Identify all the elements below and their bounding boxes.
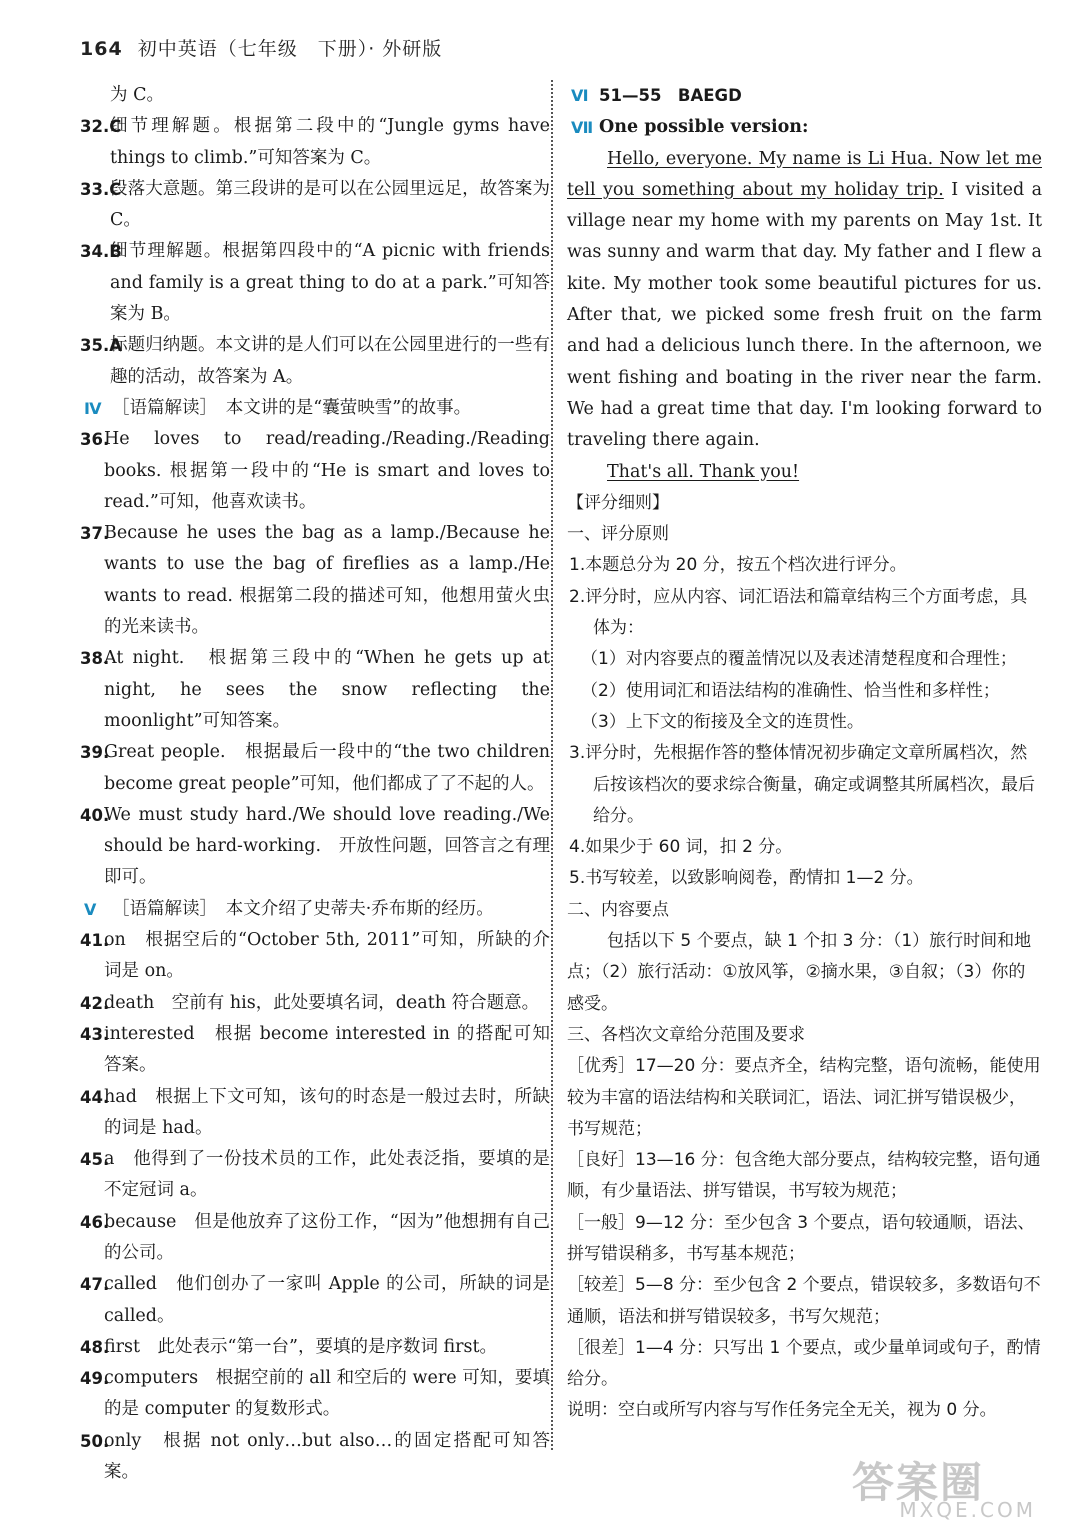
answer-explanation: Great people. 根据最后一段中的“the two children become great people”可知，他们都成了了不起的人。 xyxy=(104,742,550,794)
section-text: 51—55 BAEGD xyxy=(599,86,742,105)
answer-item xyxy=(80,1207,550,1270)
rubric-rule-2b: （2）使用词汇和语法结构的准确性、恰当性和多样性； xyxy=(581,680,1000,701)
answers-36-40 xyxy=(80,424,550,893)
watermark-text: 答案圈 xyxy=(852,1458,985,1507)
book-title: 初中英语（七年级 下册）· 外研版 xyxy=(137,38,443,60)
answer-number: 40. xyxy=(80,805,110,825)
answer-item xyxy=(80,111,550,174)
answer-explanation: interested 根据 become interested in 的搭配可知答案。 xyxy=(104,1023,550,1076)
answer-item xyxy=(80,1144,550,1207)
watermark-logo xyxy=(852,1450,1042,1522)
section-5-header xyxy=(80,894,550,925)
answer-item xyxy=(80,424,550,518)
page-header xyxy=(80,34,442,61)
answer-item xyxy=(80,737,550,800)
left-column xyxy=(80,80,550,1488)
answer-explanation: 细节理解题。根据第四段中的“A picnic with friends and family is a great thing to do at a park.”可知答案为 B。 xyxy=(110,241,550,325)
answer-item xyxy=(80,1082,550,1145)
answer-item xyxy=(80,1363,550,1426)
roman-numeral: Ⅵ xyxy=(571,86,589,105)
answer-number: 49. xyxy=(80,1369,110,1389)
answer-item xyxy=(80,643,550,737)
grade-good: ［良好］13—16 分：包含绝大部分要点，结构较完整，语句通顺，有少量语法、拼写错误，书写较为规范； xyxy=(567,1150,1041,1202)
rubric-rule-2: 2.评分时，应从内容、词汇语法和篇章结构三个方面考虑，具体为： xyxy=(569,586,1028,639)
answer-number: 38. xyxy=(80,649,110,669)
answer-explanation: At night. 根据第三段中的“When he gets up at night, he sees the snow reflecting the moonlight”可知答案。 xyxy=(104,648,550,731)
answer-explanation: death 空前有 his，此处要填名词，death 符合题意。 xyxy=(104,992,540,1013)
answer-item xyxy=(80,174,550,237)
answer-number: 48. xyxy=(80,1337,110,1357)
answer-explanation: Because he uses the bag as a lamp./Because he wants to use the bag of fireflies as a lamp./He wants to read. 根据第二段的描述可知，他想用萤火虫的光来读书。 xyxy=(104,523,550,638)
answer-explanation: 细节理解题。根据第二段中的“Jungle gyms have things to climb.”可知答案为 C。 xyxy=(110,116,550,168)
answer-explanation: a 他得到了一份技术员的工作，此处表泛指，要填的是不定冠词 a。 xyxy=(104,1149,550,1201)
answer-explanation: had 根据上下文可知，该句的时态是一般过去时，所缺的词是 had。 xyxy=(104,1086,550,1138)
rubric-heading-1: 一、评分原则 xyxy=(567,524,669,545)
answer-number: 50. xyxy=(80,1431,110,1451)
answer-item xyxy=(80,1269,550,1332)
rubric-rule-1: 1.本题总分为 20 分，按五个档次进行评分。 xyxy=(569,555,907,576)
answer-number: 36. xyxy=(80,430,110,450)
essay-ending-text: That's all. Thank you! xyxy=(607,461,800,482)
answer-explanation: called 他们创办了一家叫 Apple 的公司，所缺的词是 called。 xyxy=(104,1274,550,1326)
answer-number: 39. xyxy=(80,743,110,763)
answer-item xyxy=(80,330,550,393)
essay-underlined-opening: Hello, everyone. My name is Li Hua. Now let me tell you something about my holiday trip. xyxy=(567,148,1042,200)
answer-number: 46. xyxy=(80,1212,110,1232)
answer-number: 35.A xyxy=(80,336,122,356)
grade-very-poor: ［很差］1—4 分：只写出 1 个要点，或少量单词或句子，酌情给分。 xyxy=(567,1337,1041,1390)
answer-number: 34.B xyxy=(80,242,122,262)
answer-number: 44. xyxy=(80,1087,110,1107)
grade-poor: ［较差］5—8 分：至少包含 2 个要点，错误较多，多数语句不通顺，语法和拼写错误较多，书写欠规范； xyxy=(567,1275,1041,1327)
answer-number: 33.C xyxy=(80,179,122,199)
roman-numeral: Ⅳ xyxy=(84,398,102,418)
answer-explanation: We must study hard./We should love reading./We should be hard-working. 开放性问题，回答言之有理即可。 xyxy=(104,804,550,888)
rubric-rule-2a: （1）对内容要点的覆盖情况以及表述清楚程度和合理性； xyxy=(581,649,1017,670)
answer-item xyxy=(80,988,550,1019)
rubric-rule-4: 4.如果少于 60 词，扣 2 分。 xyxy=(569,837,793,858)
answer-number: 42. xyxy=(80,993,110,1013)
section-6-header xyxy=(567,80,1042,112)
sample-essay xyxy=(567,144,1042,457)
answers-32-35 xyxy=(80,111,550,393)
answer-number: 43. xyxy=(80,1024,110,1044)
answer-item xyxy=(80,1426,550,1489)
answer-explanation: computers 根据空前的 all 和空后的 were 可知，要填的是 computer 的复数形式。 xyxy=(104,1368,550,1420)
answer-explanation: 段落大意题。第三段讲的是可以在公园里远足，故答案为 C。 xyxy=(110,178,550,231)
continued-text: 为 C。 xyxy=(110,85,164,105)
roman-numeral: Ⅴ xyxy=(84,899,97,919)
answer-number: 47. xyxy=(80,1275,110,1295)
right-column xyxy=(567,80,1042,1427)
section-4-header xyxy=(80,393,550,424)
answer-item xyxy=(80,1332,550,1363)
grade-excellent: ［优秀］17—20 分：要点齐全，结构完整，语句流畅，能使用较为丰富的语法结构和关联词汇，语法、词汇拼写错误极少，书写规范； xyxy=(567,1056,1041,1139)
answer-item xyxy=(80,236,550,330)
answer-explanation: only 根据 not only…but also…的固定搭配可知答案。 xyxy=(104,1430,550,1483)
answer-item xyxy=(80,925,550,988)
answer-explanation: on 根据空后的“October 5th, 2011”可知，所缺的介词是 on。 xyxy=(104,930,550,982)
answers-41-50 xyxy=(80,925,550,1488)
essay-body: I visited a village near my home with my parents on May 1st. It was sunny and warm that day. My father and I flew a kite. My mother took some beautiful pictures for us. After that, we picked some fresh fruit on the farm and had a delicious lunch there. In the afternoon, we went fishing and boating in the river near the farm. We had a great time that day. I'm looking forward to traveling there again. xyxy=(567,179,1043,451)
section-text: ［语篇解读］ 本文讲的是“囊萤映雪”的故事。 xyxy=(112,397,472,418)
answer-number: 41. xyxy=(80,931,110,951)
rubric-rule-3: 3.评分时，先根据作答的整体情况初步确定文章所属档次，然后按该档次的要求综合衡量，确定或调整其所属档次，最后给分。 xyxy=(569,743,1035,826)
answer-item xyxy=(80,1019,550,1082)
answer-explanation: first 此处表示“第一台”，要填的是序数词 first。 xyxy=(104,1336,498,1357)
answer-number: 37. xyxy=(80,524,110,544)
section-text: One possible version: xyxy=(599,117,809,138)
answer-number: 32.C xyxy=(80,117,122,137)
roman-numeral: Ⅶ xyxy=(571,118,594,138)
answer-item xyxy=(80,518,550,643)
rubric-title: 【评分细则】 xyxy=(567,492,669,513)
rubric-note: 说明：空白或所写内容与写作任务完全无关，视为 0 分。 xyxy=(567,1400,997,1421)
answer-explanation: because 但是他放弃了这份工作，“因为”他想拥有自己的公司。 xyxy=(104,1211,550,1263)
essay-ending xyxy=(567,457,1042,488)
answer-explanation: He loves to read/reading./Reading./Reading books. 根据第一段中的“He is smart and loves to read.”可知，他喜欢读书。 xyxy=(104,429,550,512)
answer-explanation: 标题归纳题。本文讲的是人们可以在公园里进行的一些有趣的活动，故答案为 A。 xyxy=(110,335,550,387)
page-number: 164 xyxy=(80,38,123,60)
watermark-url: MXQE.COM xyxy=(899,1498,1036,1522)
answer-item xyxy=(80,800,550,894)
column-divider xyxy=(551,80,553,1450)
content-points: 包括以下 5 个要点，缺 1 个扣 3 分：（1）旅行时间和地点；（2）旅行活动：①放风筝，②摘水果，③自叙；（3）你的感受。 xyxy=(567,931,1032,1014)
rubric-rule-5: 5.书写较差，以致影响阅卷，酌情扣 1—2 分。 xyxy=(569,868,924,889)
grade-average: ［一般］9—12 分：至少包含 3 个要点，语句较通顺，语法、拼写错误稍多，书写基本规范； xyxy=(567,1212,1035,1264)
answer-number: 45. xyxy=(80,1150,110,1170)
rubric-heading-3: 三、各档次文章给分范围及要求 xyxy=(567,1024,805,1045)
section-7-header xyxy=(567,112,1042,143)
rubric-rule-2c: （3）上下文的衔接及全文的连贯性。 xyxy=(581,711,864,732)
section-text: ［语篇解读］ 本文介绍了史蒂夫·乔布斯的经历。 xyxy=(112,898,494,919)
rubric-heading-2: 二、内容要点 xyxy=(567,899,669,920)
